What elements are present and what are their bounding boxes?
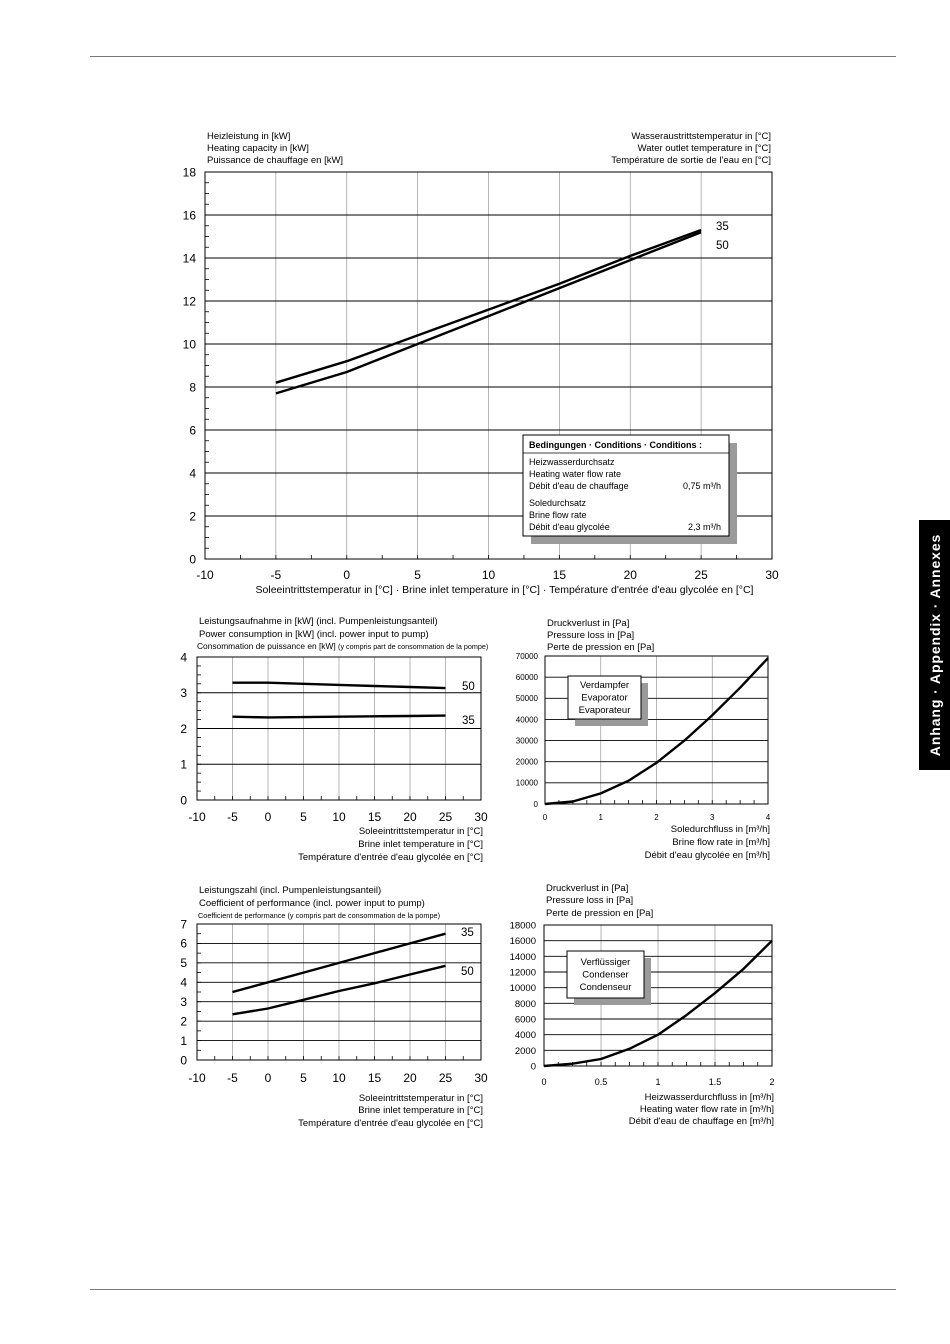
evaporator-y-tick-label: 40000 — [515, 715, 538, 725]
heating-ylabel-line: Heating capacity in [kW] — [207, 143, 309, 154]
condenser-y-tick-label: 12000 — [509, 967, 536, 979]
power-x-tick-label: 15 — [367, 810, 382, 824]
condenser-y-tick-label: 6000 — [514, 1014, 536, 1026]
condenser-y-tick-label: 8000 — [514, 998, 536, 1010]
cop-y-tick-label: 1 — [180, 1033, 187, 1048]
evaporator-label-box-line: Evaporateur — [578, 705, 631, 716]
side-tab-label: Anhang · Appendix · Annexes — [926, 533, 943, 757]
power-x-tick-label: 20 — [403, 810, 417, 824]
cop-xlabel-line: Brine inlet temperature in [°C] — [358, 1105, 483, 1116]
cop-y-tick-label: 0 — [180, 1053, 187, 1068]
evaporator-x-tick-label: 3 — [710, 813, 715, 822]
power-y-tick-label: 0 — [180, 793, 187, 808]
condenser-xlabel-line: Heizwasserdurchfluss in [m³/h] — [644, 1092, 774, 1103]
evaporator-y-tick-label: 30000 — [515, 736, 538, 746]
evaporator-x-tick-label: 1 — [598, 813, 603, 822]
condenser-label-box-line: Condenseur — [579, 982, 632, 993]
cop-xlabel-line: Température d'entrée d'eau glycolée en [°C] — [298, 1118, 483, 1129]
evaporator-y-tick-label: 70000 — [515, 651, 538, 661]
condenser-y-tick-label: 4000 — [514, 1030, 536, 1042]
evaporator-xlabel-line: Brine flow rate in [m³/h] — [672, 837, 770, 848]
heating-y-tick-label: 6 — [189, 423, 196, 438]
cop-x-tick-label: -5 — [227, 1071, 238, 1085]
heating-y-tick-label: 12 — [182, 294, 196, 309]
condenser-y-tick-label: 0 — [530, 1061, 536, 1073]
condenser-y-tick-label: 10000 — [509, 983, 536, 995]
cop-x-tick-label: -10 — [188, 1071, 206, 1085]
evaporator-y-tick-label: 10000 — [515, 778, 538, 788]
heating-y-tick-label: 16 — [182, 208, 196, 223]
power-y-tick-label: 3 — [180, 686, 187, 701]
conditions-water-line: Heating water flow rate — [529, 469, 622, 479]
cop-series-label-35: 35 — [461, 927, 474, 939]
evaporator-y-tick-label: 0 — [533, 799, 538, 809]
power-series-label-50: 50 — [462, 681, 475, 693]
condenser-ylabel-line: Druckverlust in [Pa] — [546, 883, 629, 894]
cop-y-tick-label: 5 — [180, 956, 187, 971]
power-xlabel-line: Soleeintrittstemperatur in [°C] — [358, 826, 483, 837]
power-ylabel-third-line — [197, 641, 488, 651]
power-x-tick-label: -5 — [227, 810, 238, 824]
condenser-ylabel-line: Pressure loss in [Pa] — [546, 895, 634, 906]
cop-ylabel-line: Leistungszahl (incl. Pumpenleistungsanteil) — [199, 885, 382, 896]
conditions-water-line: Heizwasserdurchsatz — [529, 457, 615, 467]
cop-ylabel-line: Coefficient of performance (incl. power input to pump) — [199, 898, 425, 909]
heating-x-tick-label: 0 — [343, 568, 351, 582]
power-x-tick-label: 30 — [474, 810, 488, 824]
heating-y-tick-label: 14 — [182, 251, 196, 266]
heating-y-tick-label: 0 — [189, 552, 196, 567]
condenser-label-box-line: Condenser — [582, 969, 629, 981]
power-series-line-35 — [233, 716, 446, 718]
evaporator-xlabel-line: Débit d'eau glycolée en [m³/h] — [644, 850, 770, 861]
condenser-x-tick-label: 0 — [541, 1077, 547, 1087]
power-x-tick-label: 0 — [264, 810, 272, 824]
heating-ylabel-line: Heizleistung in [kW] — [207, 131, 291, 142]
heating-y-tick-label: 4 — [189, 466, 196, 481]
heating-ylabel-line: Puissance de chauffage en [kW] — [207, 155, 344, 166]
condenser-y-tick-label: 18000 — [509, 920, 536, 932]
heating-x-tick-label: 25 — [694, 568, 708, 582]
heating-x-tick-label: -10 — [196, 568, 214, 582]
power-x-tick-label: 5 — [300, 810, 307, 824]
heating-x-tick-label: 15 — [552, 568, 567, 582]
heating-x-tick-label: 30 — [765, 568, 779, 582]
cop-x-tick-label: 30 — [474, 1071, 488, 1085]
condenser-y-tick-label: 16000 — [509, 936, 536, 948]
power-x-tick-label: -10 — [188, 810, 206, 824]
cop-y-tick-label: 4 — [180, 975, 187, 990]
cop-x-tick-label: 0 — [264, 1071, 272, 1085]
heating-series-label-50: 50 — [716, 240, 729, 252]
cop-xlabel-line: Soleeintrittstemperatur in [°C] — [358, 1093, 483, 1104]
power-ylabel-line: Power consumption in [kW] (incl. power input to pump) — [199, 629, 429, 640]
evaporator-label-box-line: Verdampfer — [579, 680, 630, 691]
condenser-y-tick-label: 2000 — [514, 1045, 536, 1057]
power-ylabel-third-small: (y compris part de consommation de la pompe) — [338, 642, 489, 651]
power-y-tick-label: 2 — [180, 721, 187, 736]
power-x-tick-label: 10 — [332, 810, 346, 824]
conditions-brine-line: Brine flow rate — [529, 510, 587, 520]
evaporator-y-tick-label: 20000 — [515, 757, 538, 767]
condenser-ylabel-line: Perte de pression en [Pa] — [546, 908, 654, 919]
heating-y-tick-label: 18 — [182, 165, 196, 180]
evaporator-xlabel-line: Soledurchfluss in [m³/h] — [670, 824, 770, 835]
cop-x-tick-label: 15 — [367, 1071, 382, 1085]
conditions-title: Bedingungen · Conditions · Conditions : — [529, 440, 702, 450]
evaporator-label-box-line: Evaporator — [581, 692, 628, 704]
conditions-brine-value: 2,3 m³/h — [687, 522, 721, 532]
power-x-tick-label: 25 — [438, 810, 453, 824]
power-xlabel-line: Température d'entrée d'eau glycolée en [°C] — [298, 852, 483, 863]
cop-x-tick-label: 20 — [403, 1071, 417, 1085]
cop-y-tick-label: 6 — [180, 936, 187, 951]
evaporator-ylabel-line: Druckverlust in [Pa] — [547, 618, 630, 629]
conditions-brine-line: Débit d'eau glycolée — [529, 522, 610, 532]
heating-x-tick-label: -5 — [270, 568, 282, 582]
evaporator-y-tick-label: 50000 — [515, 694, 538, 704]
cop-ylabel-small-line: Coefficient de performance (y compris part de consommation de la pompe) — [198, 911, 440, 920]
heating-y-tick-label: 2 — [189, 509, 196, 524]
condenser-x-tick-label: 1 — [655, 1077, 661, 1087]
cop-x-tick-label: 5 — [300, 1071, 307, 1085]
evaporator-x-tick-label: 4 — [765, 813, 771, 822]
condenser-y-tick-label: 14000 — [509, 951, 536, 963]
evaporator-ylabel-line: Perte de pression en [Pa] — [547, 642, 655, 653]
cop-x-tick-label: 10 — [332, 1071, 346, 1085]
condenser-label-box-line: Verflüssiger — [580, 957, 631, 968]
heating-x-tick-label: 5 — [414, 568, 421, 582]
cop-x-tick-label: 25 — [438, 1071, 453, 1085]
heating-y-tick-label: 10 — [182, 337, 196, 352]
heating-series-label-35: 35 — [716, 221, 729, 233]
condenser-x-tick-label: 1.5 — [708, 1077, 722, 1087]
evaporator-y-tick-label: 60000 — [515, 673, 538, 683]
heating-legend-title-line: Température de sortie de l'eau en [°C] — [611, 155, 771, 166]
conditions-water-value: 0,75 m³/h — [682, 481, 721, 491]
condenser-x-tick-label: 0.5 — [594, 1077, 608, 1087]
power-ylabel-third-main: Consommation de puissance en [kW] — [197, 641, 339, 651]
power-y-tick-label: 1 — [180, 757, 187, 772]
power-xlabel-line: Brine inlet temperature in [°C] — [358, 839, 483, 850]
condenser-xlabel-line: Heating water flow rate in [m³/h] — [639, 1104, 774, 1115]
power-y-tick-label: 4 — [180, 650, 187, 665]
cop-y-tick-label: 2 — [180, 1014, 187, 1029]
cop-y-tick-label: 3 — [180, 995, 187, 1010]
conditions-brine-line: Soledurchsatz — [529, 498, 587, 508]
cop-series-label-50: 50 — [461, 966, 474, 978]
power-ylabel-line: Leistungsaufnahme in [kW] (incl. Pumpenleistungsanteil) — [199, 616, 438, 627]
heating-xlabel-line: Soleeintrittstemperatur in [°C] · Brine inlet temperature in [°C] · Température d'entrée d'eau glycolée en [°C] — [255, 584, 754, 596]
heating-x-tick-label: 10 — [481, 568, 496, 582]
evaporator-x-tick-label: 2 — [654, 813, 659, 822]
condenser-x-tick-label: 2 — [769, 1077, 775, 1087]
heating-legend-title-line: Water outlet temperature in [°C] — [637, 143, 771, 154]
heating-legend-title-line: Wasseraustrittstemperatur in [°C] — [631, 131, 771, 142]
evaporator-ylabel-line: Pressure loss in [Pa] — [547, 630, 635, 641]
heating-x-tick-label: 20 — [623, 568, 637, 582]
cop-y-tick-label: 7 — [180, 917, 187, 932]
condenser-xlabel-line: Débit d'eau de chauffage en [m³/h] — [628, 1116, 774, 1127]
heating-y-tick-label: 8 — [189, 380, 196, 395]
evaporator-x-tick-label: 0 — [542, 813, 548, 822]
power-series-label-35: 35 — [462, 715, 475, 727]
conditions-water-line: Débit d'eau de chauffage — [529, 481, 629, 491]
